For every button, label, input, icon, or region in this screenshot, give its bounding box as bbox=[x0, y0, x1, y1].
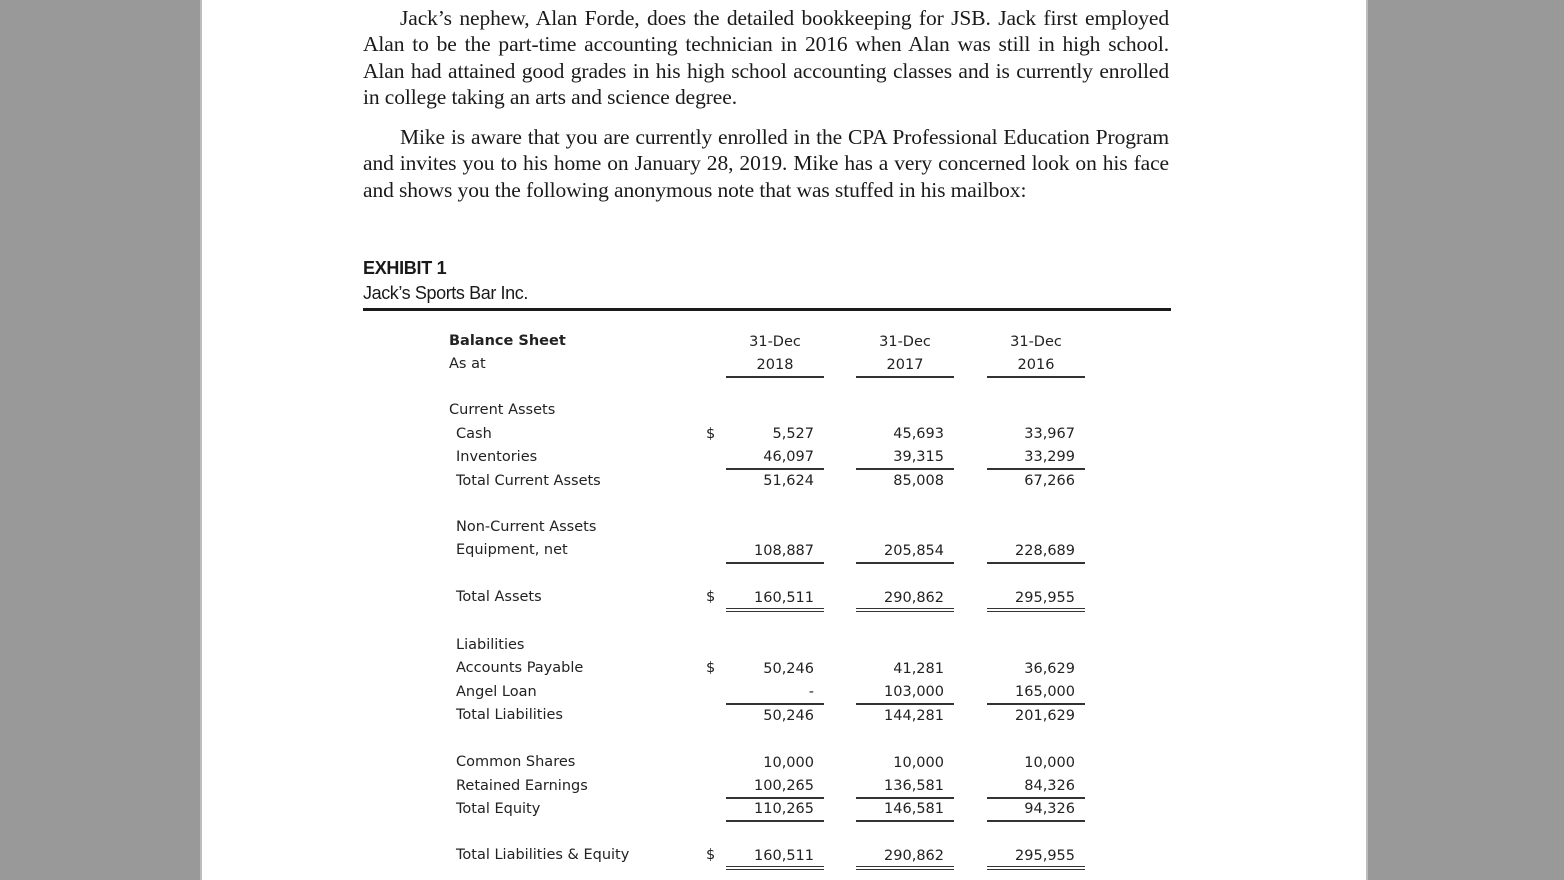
subtotal-underline bbox=[987, 703, 1085, 705]
subtotal-underline bbox=[856, 562, 954, 564]
total-liabilities-equity-2017: 290,862 bbox=[884, 848, 944, 864]
column-year-2018: 2018 bbox=[756, 357, 794, 373]
total-double-underline bbox=[726, 866, 824, 870]
common-shares-2018: 10,000 bbox=[763, 755, 814, 771]
total-double-underline bbox=[987, 608, 1085, 612]
accounts-payable-2017: 41,281 bbox=[893, 661, 944, 677]
subtotal-underline bbox=[856, 820, 954, 822]
row-label-total-assets: Total Assets bbox=[456, 589, 542, 605]
total-equity-2017: 146,581 bbox=[884, 801, 944, 817]
accounts-payable-2016: 36,629 bbox=[1024, 661, 1075, 677]
angel-loan-2017: 103,000 bbox=[884, 684, 944, 700]
total-assets-2016: 295,955 bbox=[1015, 590, 1075, 606]
row-label-equipment: Equipment, net bbox=[456, 542, 568, 558]
header-underline bbox=[987, 376, 1085, 378]
section-heading-current-assets: Current Assets bbox=[449, 402, 556, 418]
balance-sheet-title: Balance Sheet bbox=[449, 333, 566, 349]
total-liabilities-2016: 201,629 bbox=[1015, 708, 1075, 724]
row-label-retained-earnings: Retained Earnings bbox=[456, 778, 588, 794]
row-label-total-equity: Total Equity bbox=[456, 801, 541, 817]
row-label-inventories: Inventories bbox=[456, 449, 538, 465]
currency-symbol: $ bbox=[706, 847, 716, 863]
cash-2017: 45,693 bbox=[893, 426, 944, 442]
section-heading-liabilities: Liabilities bbox=[456, 637, 525, 653]
total-double-underline bbox=[987, 866, 1085, 870]
subtotal-underline bbox=[856, 468, 954, 470]
total-double-underline bbox=[856, 608, 954, 612]
total-double-underline bbox=[856, 866, 954, 870]
row-label-total-current-assets: Total Current Assets bbox=[456, 473, 601, 489]
inventories-2016: 33,299 bbox=[1024, 449, 1075, 465]
cash-2016: 33,967 bbox=[1024, 426, 1075, 442]
total-current-assets-2016: 67,266 bbox=[1024, 473, 1075, 489]
angel-loan-2016: 165,000 bbox=[1015, 684, 1075, 700]
currency-symbol: $ bbox=[706, 589, 716, 605]
equipment-2018: 108,887 bbox=[754, 543, 814, 559]
column-year-2016: 2016 bbox=[1017, 357, 1055, 373]
document-page bbox=[200, 0, 1368, 880]
accounts-payable-2018: 50,246 bbox=[763, 661, 814, 677]
subtotal-underline bbox=[726, 468, 824, 470]
subtotal-underline bbox=[987, 562, 1085, 564]
column-year-2017: 2017 bbox=[886, 357, 924, 373]
inventories-2018: 46,097 bbox=[763, 449, 814, 465]
cash-2018: 5,527 bbox=[772, 426, 814, 442]
exhibit-label: EXHIBIT 1 bbox=[363, 258, 447, 278]
subtotal-underline bbox=[987, 797, 1085, 799]
retained-earnings-2017: 136,581 bbox=[884, 778, 944, 794]
common-shares-2016: 10,000 bbox=[1024, 755, 1075, 771]
row-label-cash: Cash bbox=[456, 426, 492, 442]
row-label-total-liabilities: Total Liabilities bbox=[456, 707, 563, 723]
total-double-underline bbox=[726, 608, 824, 612]
total-liabilities-equity-2018: 160,511 bbox=[754, 848, 814, 864]
paragraph-alan-forde: Jack’s nephew, Alan Forde, does the detailed bookkeeping for JSB. Jack first employed Alan to be the part-time accounting technician in 2016 when Alan was still in high school. Alan had attained good grades in his high school accounting classes and is currently enrolled in college taking an arts and science degree. bbox=[363, 6, 1169, 109]
inventories-2017: 39,315 bbox=[893, 449, 944, 465]
total-equity-2016: 94,326 bbox=[1024, 801, 1075, 817]
column-date-2016: 31-Dec bbox=[1010, 334, 1062, 350]
subtotal-underline bbox=[856, 797, 954, 799]
total-liabilities-2018: 50,246 bbox=[763, 708, 814, 724]
subtotal-underline bbox=[726, 562, 824, 564]
column-date-2018: 31-Dec bbox=[749, 334, 801, 350]
column-date-2017: 31-Dec bbox=[879, 334, 931, 350]
subtotal-underline bbox=[987, 468, 1085, 470]
subtotal-underline bbox=[726, 703, 824, 705]
paragraph-mike-invitation: Mike is aware that you are currently enrolled in the CPA Professional Education Program and invites you to his home on January 28, 2019. Mike has a very concerned look on his face and shows you the following anonymous note that was stuffed in his mailbox: bbox=[363, 125, 1169, 202]
subtotal-underline bbox=[856, 703, 954, 705]
subtotal-underline bbox=[726, 820, 824, 822]
common-shares-2017: 10,000 bbox=[893, 755, 944, 771]
total-current-assets-2018: 51,624 bbox=[763, 473, 814, 489]
row-label-total-liabilities-equity: Total Liabilities & Equity bbox=[456, 847, 630, 863]
exhibit-divider bbox=[363, 308, 1171, 311]
currency-symbol: $ bbox=[706, 426, 716, 442]
retained-earnings-2018: 100,265 bbox=[754, 778, 814, 794]
total-liabilities-2017: 144,281 bbox=[884, 708, 944, 724]
retained-earnings-2016: 84,326 bbox=[1024, 778, 1075, 794]
row-label-angel-loan: Angel Loan bbox=[456, 684, 537, 700]
row-label-accounts-payable: Accounts Payable bbox=[456, 660, 584, 676]
total-assets-2017: 290,862 bbox=[884, 590, 944, 606]
section-heading-non-current-assets: Non-Current Assets bbox=[456, 519, 597, 535]
header-underline bbox=[856, 376, 954, 378]
equipment-2017: 205,854 bbox=[884, 543, 944, 559]
balance-sheet-subtitle: As at bbox=[449, 356, 486, 372]
total-current-assets-2017: 85,008 bbox=[893, 473, 944, 489]
equipment-2016: 228,689 bbox=[1015, 543, 1075, 559]
currency-symbol: $ bbox=[706, 660, 716, 676]
header-underline bbox=[726, 376, 824, 378]
total-liabilities-equity-2016: 295,955 bbox=[1015, 848, 1075, 864]
subtotal-underline bbox=[987, 820, 1085, 822]
total-equity-2018: 110,265 bbox=[754, 801, 814, 817]
subtotal-underline bbox=[726, 797, 824, 799]
exhibit-company-name: Jack’s Sports Bar Inc. bbox=[363, 283, 528, 303]
total-assets-2018: 160,511 bbox=[754, 590, 814, 606]
row-label-common-shares: Common Shares bbox=[456, 754, 576, 770]
angel-loan-2018: - bbox=[808, 684, 814, 700]
